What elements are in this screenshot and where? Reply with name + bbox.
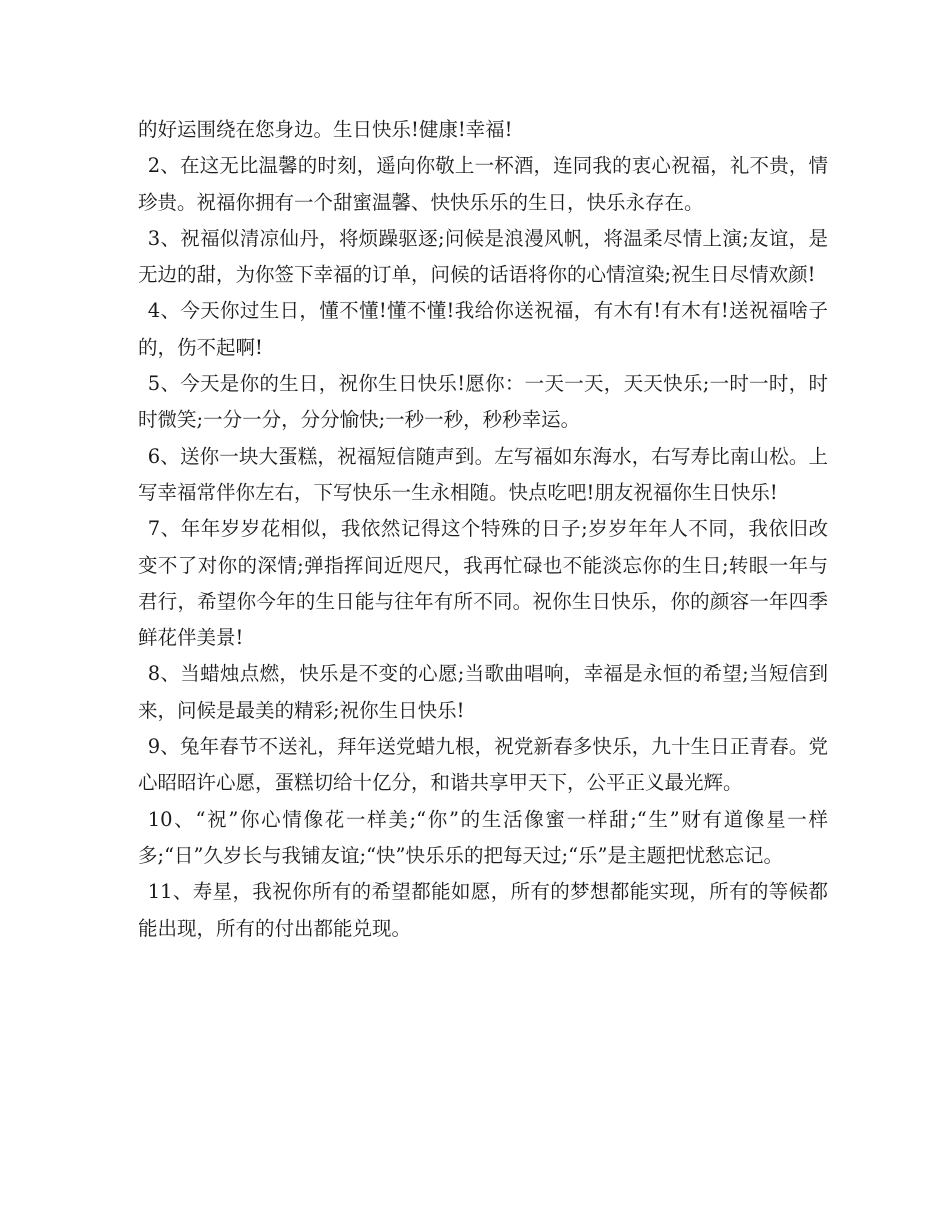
paragraph-continuation: 的好运围绕在您身边。生日快乐!健康!幸福! (138, 118, 513, 141)
paragraph-item-10: 10、“祝”你心情像花一样美;“你”的生活像蜜一样甜;“生”财有道像星一样多;“日”久岁长与我铺友谊;“快”快乐乐的把每天过;“乐”是主题把忧愁忘记。 (138, 807, 828, 867)
paragraph-item-8: 8、当蜡烛点燃，快乐是不变的心愿;当歌曲唱响，幸福是永恒的希望;当短信到来，问候是最美的精彩;祝你生日快乐! (138, 662, 828, 722)
paragraph-item-6: 6、送你一块大蛋糕，祝福短信随声到。左写福如东海水，右写寿比南山松。上写幸福常伴你左右，下写快乐一生永相随。快点吃吧!朋友祝福你生日快乐! (138, 444, 828, 504)
paragraph-item-2: 2、在这无比温馨的时刻，遥向你敬上一杯酒，连同我的衷心祝福，礼不贵，情珍贵。祝福你拥有一个甜蜜温馨、快快乐乐的生日，快乐永存在。 (138, 154, 828, 214)
paragraph-item-3: 3、祝福似清凉仙丹，将烦躁驱逐;问候是浪漫风帆，将温柔尽情上演;友谊，是无边的甜，为你签下幸福的订单，问候的话语将你的心情渲染;祝生日尽情欢颜! (138, 226, 828, 287)
paragraph-item-9: 9、兔年春节不送礼，拜年送党蜡九根，祝党新春多快乐，九十生日正青春。党心昭昭许心愿，蛋糕切给十亿分，和谐共享甲天下，公平正义最光辉。 (138, 735, 828, 795)
paragraph-item-4: 4、今天你过生日，懂不懂!懂不懂!我给你送祝福，有木有!有木有!送祝福啥子的，伤不起啊! (138, 299, 828, 359)
paragraph-item-7: 7、年年岁岁花相似，我依然记得这个特殊的日子;岁岁年年人不同，我依旧改变不了对你的深情;弹指挥间近咫尺，我再忙碌也不能淡忘你的生日;转眼一年与君行，希望你今年的生日能与往年有所不同。祝你生日快乐，你的颜容一年四季鲜花伴美景! (138, 517, 828, 650)
paragraph-item-11: 11、寿星，我祝你所有的希望都能如愿，所有的梦想都能实现，所有的等候都能出现，所有的付出都能兑现。 (138, 880, 828, 940)
paragraph-item-5: 5、今天是你的生日，祝你生日快乐!愿你：一天一天，天天快乐;一时一时，时时微笑;一分一分，分分愉快;一秒一秒，秒秒幸运。 (138, 372, 828, 432)
document-body (138, 112, 828, 947)
